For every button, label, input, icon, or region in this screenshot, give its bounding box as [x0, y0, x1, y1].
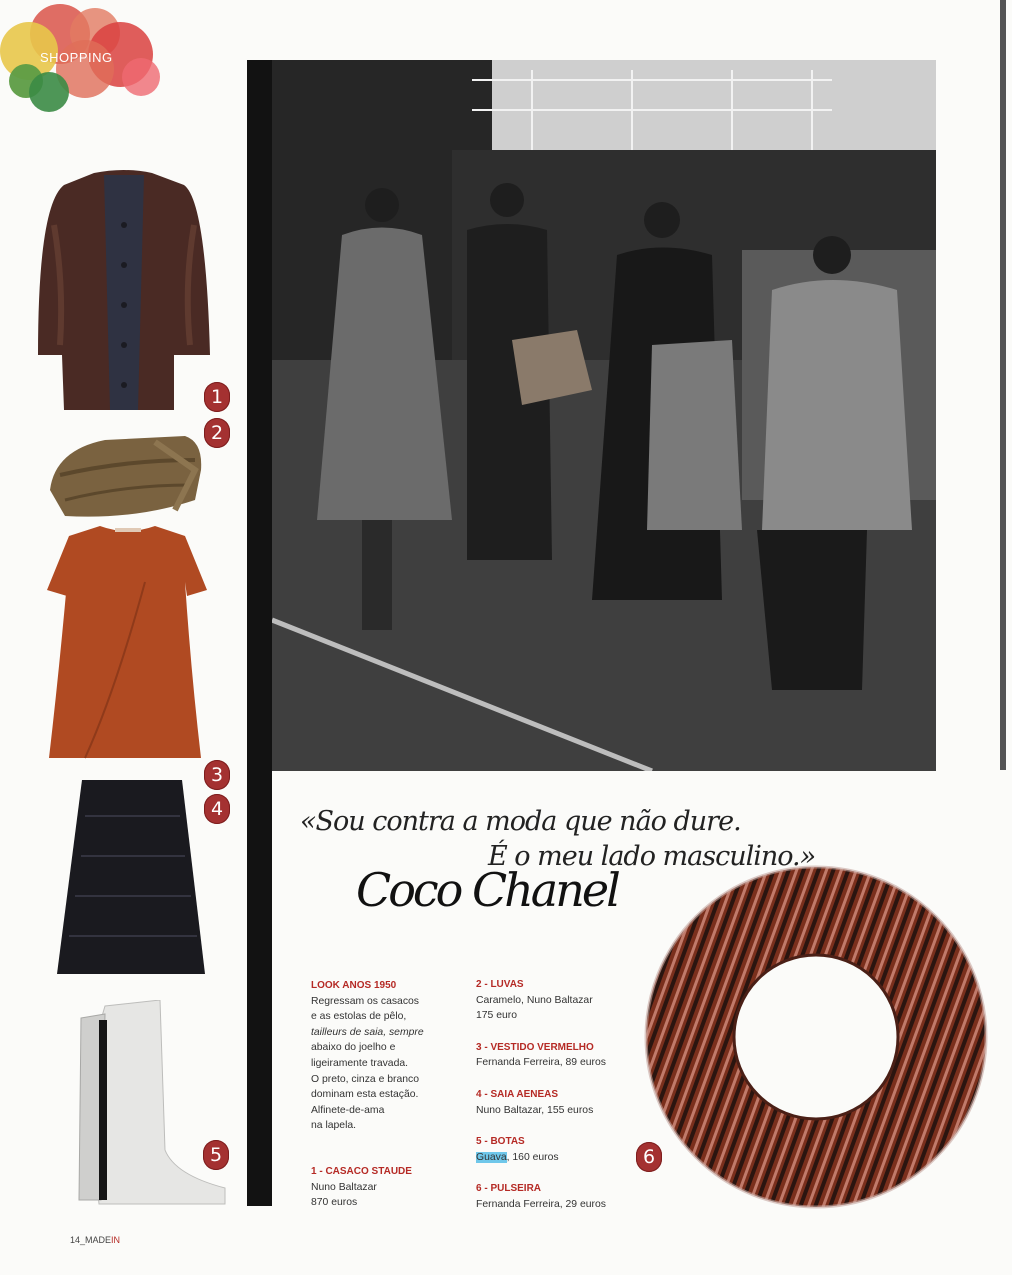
coat-image — [34, 165, 216, 415]
gloves-image — [45, 430, 205, 520]
dress-image — [45, 522, 210, 764]
item-line: 175 euro — [476, 1010, 518, 1022]
item-1 — [311, 1164, 461, 1211]
item-line: Nuno Baltazar, 155 euros — [476, 1104, 594, 1116]
item-2 — [476, 977, 636, 1024]
quote-line-1: «Sou contra a moda que não dure. — [300, 806, 741, 837]
quote-line-2: É o meu lado masculino.» — [488, 841, 816, 872]
intro-line: ligeiramente travada. — [311, 1057, 409, 1069]
item-title: 2 - LUVAS — [476, 979, 524, 990]
item-4 — [476, 1087, 636, 1118]
item-line: Nuno Baltazar — [311, 1181, 377, 1193]
brand-name: Guava — [476, 1151, 507, 1163]
intro-line: na lapela. — [311, 1120, 357, 1132]
item-price: , 160 euros — [506, 1151, 559, 1163]
intro-line: Alfinete-de-ama — [311, 1104, 385, 1116]
item-title: 6 - PULSEIRA — [476, 1183, 542, 1195]
item-5 — [476, 1134, 636, 1165]
item-title: 3 - VESTIDO VERMELHO — [476, 1041, 594, 1053]
footer-suffix: IN — [111, 1235, 121, 1245]
photo-frame — [247, 60, 272, 1206]
product-number-4: 4 — [204, 794, 230, 824]
intro-title: LOOK ANOS 1950 — [311, 980, 397, 991]
quote-author: Coco Chanel — [356, 863, 618, 917]
item-line: Fernanda Ferreira, 89 euros — [476, 1057, 606, 1069]
product-number-3: 3 — [204, 760, 230, 790]
skirt-image — [55, 776, 207, 981]
intro-line: O preto, cinza e branco — [311, 1073, 420, 1085]
item-title: 1 - CASACO STAUDE — [311, 1166, 412, 1177]
page-footer — [70, 1235, 120, 1245]
bracelet-image — [630, 850, 1002, 1225]
page-edge — [1000, 0, 1006, 770]
intro-line: Regressam os casacos — [311, 995, 419, 1007]
item-line: Caramelo, Nuno Baltazar — [476, 994, 593, 1006]
product-number-6: 6 — [636, 1142, 662, 1172]
items-column — [476, 977, 636, 1229]
item-line: 870 euros — [311, 1197, 358, 1209]
item-title: 4 - SAIA AENEAS — [476, 1088, 559, 1100]
item-3 — [476, 1040, 636, 1071]
section-badge — [0, 0, 170, 110]
item-line: Fernanda Ferreira, 29 euros — [476, 1198, 606, 1210]
intro-line: e as estolas de pêlo, — [311, 1011, 407, 1023]
page-number: 14_MADE — [70, 1235, 112, 1245]
product-number-1: 1 — [204, 382, 230, 412]
item-line — [476, 1150, 636, 1166]
boots-image — [65, 1000, 230, 1208]
vintage-photo — [272, 60, 936, 771]
product-number-2: 2 — [204, 418, 230, 448]
intro-column — [311, 978, 461, 1134]
intro-line: abaixo do joelho e — [311, 1042, 396, 1054]
item-title: 5 - BOTAS — [476, 1136, 525, 1148]
product-number-5: 5 — [203, 1140, 229, 1170]
intro-line: tailleurs de saia, sempre — [311, 1026, 424, 1038]
intro-line: dominam esta estação. — [311, 1089, 419, 1101]
section-label: SHOPPING — [40, 50, 113, 65]
item-6 — [476, 1181, 636, 1212]
